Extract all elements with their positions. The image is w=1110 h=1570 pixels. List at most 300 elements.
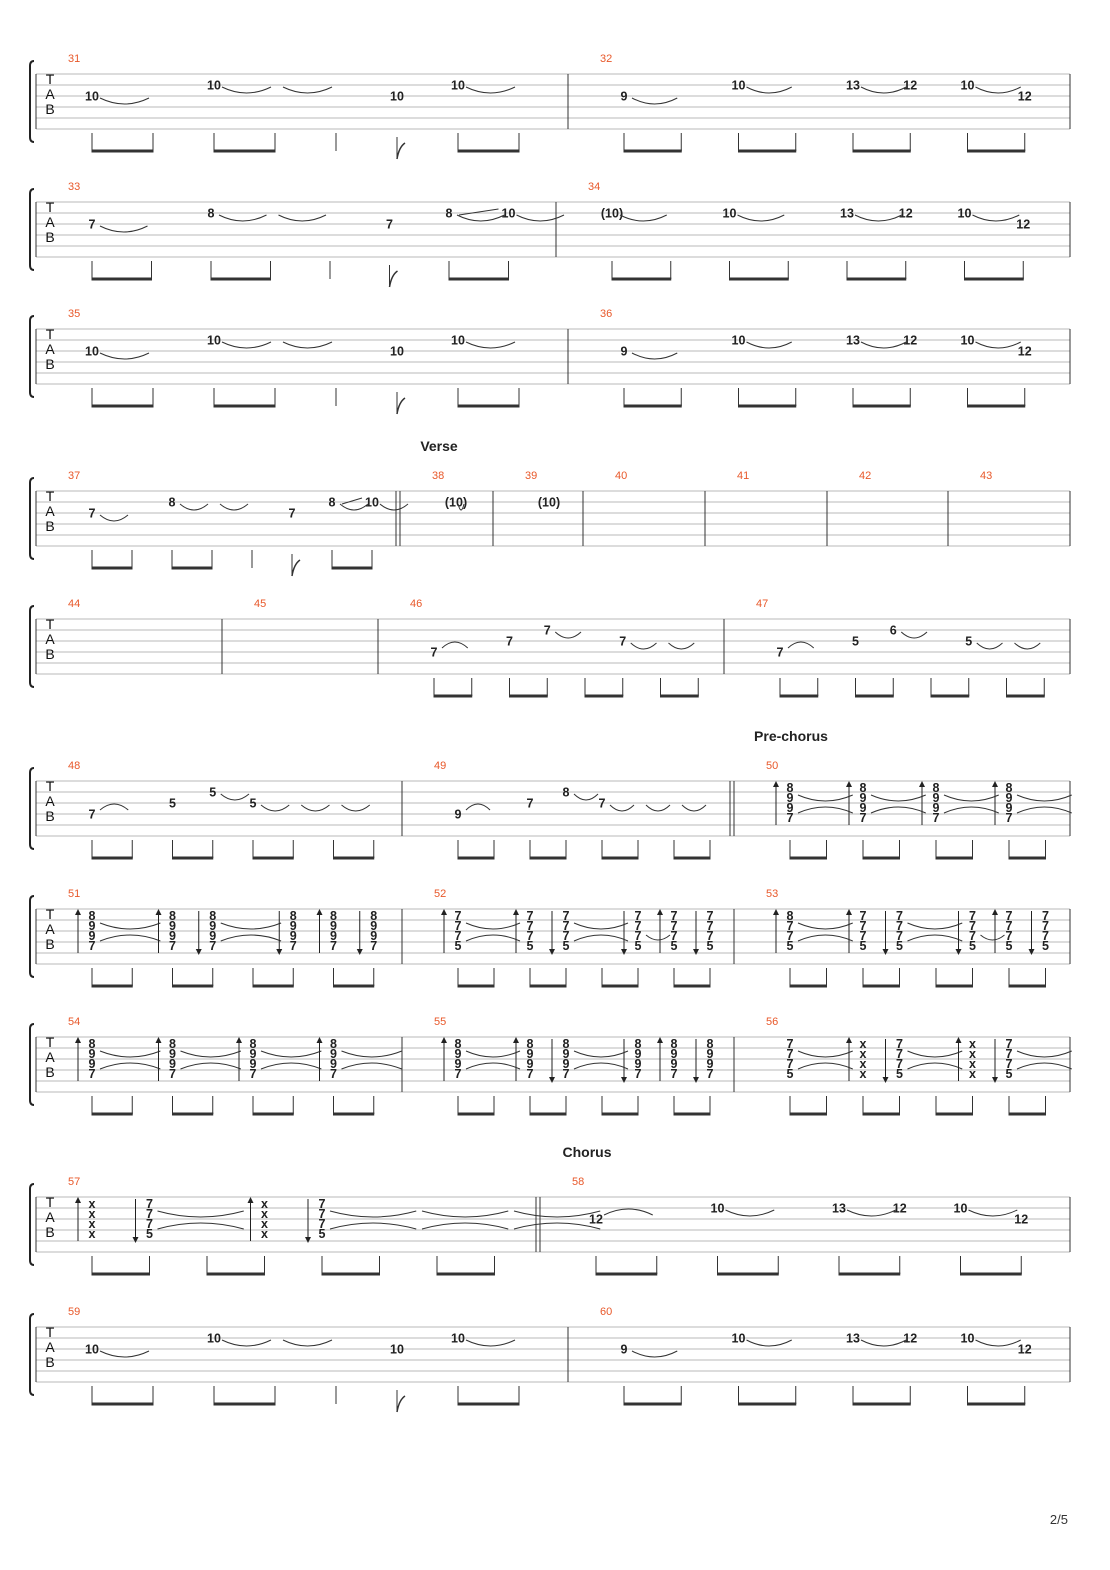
chord-tie (646, 935, 670, 940)
measure (68, 470, 408, 576)
measure-number: 48 (68, 760, 81, 772)
slide-line (459, 209, 499, 215)
chord-tie (221, 923, 281, 929)
measure-number: 33 (68, 181, 81, 193)
fret-number: 10 (365, 495, 379, 510)
fret-number: 9 (620, 1342, 628, 1357)
chord-fret: 8 (786, 909, 794, 923)
measure-number: 36 (600, 308, 613, 320)
fret-number: 12 (1017, 89, 1032, 104)
chord-fret: 8 (670, 1037, 678, 1051)
chord-fret: 7 (318, 1197, 326, 1211)
section-label: Pre-chorus (754, 728, 828, 744)
chord-fret: 9 (562, 1057, 570, 1071)
tab-clef-letter: B (45, 229, 55, 245)
chord-fret: 9 (932, 791, 940, 805)
strum-up-arrow (236, 1037, 242, 1043)
system-bracket (30, 1314, 34, 1395)
tab-system (30, 598, 1070, 696)
chord-fret: 9 (88, 1057, 96, 1071)
chord-tie (514, 1223, 600, 1229)
fret-number: 13 (846, 1331, 860, 1346)
fret-number: 12 (1017, 344, 1032, 359)
tab-clef-letter: B (45, 936, 55, 952)
tab-clef-letter: T (45, 616, 55, 632)
chord-fret: x (88, 1207, 96, 1221)
chord-fret: x (969, 1047, 976, 1061)
fret-number: 5 (249, 796, 257, 811)
tie-arc (747, 1340, 792, 1346)
chord-tie (981, 935, 1005, 940)
chord-fret: 7 (1042, 929, 1049, 943)
tab-clef-letter: A (45, 631, 55, 647)
measure-number: 31 (68, 53, 81, 65)
chord-tie (798, 807, 853, 813)
chord-tie (466, 1063, 520, 1069)
chord-fret: 7 (786, 919, 794, 933)
tab-system (30, 438, 1070, 576)
chord-tie (181, 1063, 241, 1069)
measure-number: 52 (434, 888, 447, 900)
chord-fret: 8 (859, 781, 867, 795)
tie-arc (100, 515, 128, 521)
fret-number: 10 (960, 1331, 975, 1346)
chord-fret: 8 (249, 1037, 257, 1051)
chord-fret: 9 (209, 919, 217, 933)
tab-clef-letter: A (45, 921, 55, 937)
chord-tie (908, 935, 963, 941)
measure (766, 760, 1072, 858)
strum-up-arrow (956, 1037, 962, 1043)
chord-fret: 7 (454, 919, 462, 933)
measure (68, 1016, 402, 1114)
slide-line (342, 498, 362, 504)
measure (600, 53, 1070, 151)
tab-clef-letter: A (45, 1339, 55, 1355)
fret-number: 10 (957, 206, 972, 221)
chord-fret: 7 (859, 909, 867, 923)
chord-fret: 7 (1005, 929, 1013, 943)
measure (588, 181, 1070, 279)
chord-fret: 9 (209, 929, 217, 943)
tie-arc (283, 1340, 332, 1346)
fret-number: 9 (620, 89, 628, 104)
chord-fret: 8 (706, 1037, 714, 1051)
chord-fret: 7 (1005, 811, 1013, 825)
strum-up-arrow (657, 1037, 663, 1043)
measure (572, 1176, 1070, 1274)
tab-clef-letter: A (45, 1209, 55, 1225)
chord-fret: 5 (786, 1067, 794, 1081)
fret-number: 7 (543, 623, 551, 638)
tie-arc (855, 215, 902, 221)
measure-number: 56 (766, 1016, 779, 1028)
strum-up-arrow (156, 1037, 162, 1043)
chord-tie (422, 1223, 508, 1229)
chord-fret: 7 (562, 909, 570, 923)
fret-number: 12 (898, 206, 913, 221)
chord-fret: 9 (634, 1047, 642, 1061)
tab-clef-letter: B (45, 518, 55, 534)
fret-number: 5 (169, 796, 176, 811)
measure (434, 1016, 734, 1114)
strum-down-arrow (549, 949, 555, 955)
tie-arc (342, 805, 370, 811)
chord-fret: 5 (526, 939, 534, 953)
fret-number: 7 (598, 796, 606, 811)
tie-arc (861, 87, 906, 93)
chord-tie (574, 923, 628, 929)
chord-fret: 7 (706, 919, 714, 933)
measure-number: 55 (434, 1016, 447, 1028)
measure-number: 57 (68, 1176, 81, 1188)
system-bracket (30, 61, 34, 142)
chord-fret: x (88, 1227, 96, 1241)
chord-fret: 8 (330, 909, 337, 923)
chord-fret: x (969, 1067, 976, 1081)
chord-fret: 7 (670, 919, 678, 933)
measure-number: 42 (859, 470, 872, 482)
chord-fret: 7 (169, 939, 176, 953)
tie-arc (861, 342, 906, 348)
chord-fret: x (969, 1057, 976, 1071)
chord-fret: 8 (88, 909, 96, 923)
tie-arc (901, 632, 927, 638)
chord-fret: 8 (562, 1037, 570, 1051)
fret-number: 12 (1014, 1212, 1029, 1227)
tab-clef-letter: T (45, 1034, 55, 1050)
tie-arc (301, 805, 329, 811)
fret-number: (10) (600, 206, 624, 221)
strum-up-arrow (75, 909, 81, 915)
tie-arc (976, 342, 1021, 348)
fret-number: 7 (430, 645, 438, 660)
chord-fret: 7 (859, 929, 867, 943)
tie-arc (100, 98, 149, 104)
chord-fret: 7 (706, 909, 714, 923)
strum-up-arrow (75, 1197, 81, 1203)
chord-fret: 5 (786, 939, 794, 953)
tie-arc (220, 504, 248, 510)
chord-fret: 7 (786, 1047, 794, 1061)
tie-arc (973, 215, 1020, 221)
chord-fret: 9 (932, 801, 940, 815)
chord-fret: 7 (896, 929, 903, 943)
chord-fret: 9 (330, 929, 337, 943)
fret-number: 7 (288, 506, 296, 521)
fret-number: 8 (168, 495, 176, 510)
chord-fret: 9 (169, 919, 176, 933)
tab-clef-letter: T (45, 1194, 55, 1210)
measure-number: 49 (434, 760, 447, 772)
measure (600, 308, 1070, 406)
fret-number: 5 (965, 634, 973, 649)
strum-up-arrow (317, 1037, 323, 1043)
chord-tie (798, 795, 853, 801)
measure-number: 41 (737, 470, 750, 482)
system-bracket (30, 768, 34, 849)
strum-up-arrow (846, 909, 852, 915)
chord-tie (908, 1051, 963, 1057)
tab-clef-letter: A (45, 793, 55, 809)
chord-fret: 8 (289, 909, 297, 923)
chord-fret: 7 (526, 919, 534, 933)
chord-tie (261, 1063, 321, 1069)
tab-system (30, 181, 1070, 287)
chord-fret: 8 (634, 1037, 642, 1051)
measure-number: 54 (68, 1016, 81, 1028)
tie-arc (604, 1209, 653, 1215)
fret-number: 10 (451, 78, 465, 93)
measure-number: 38 (432, 470, 445, 482)
chord-fret: 7 (859, 919, 867, 933)
chord-tie (158, 1211, 244, 1217)
strum-down-arrow (549, 1077, 555, 1083)
measure (756, 598, 1070, 696)
strum-down-arrow (276, 949, 282, 955)
tab-clef-letter: A (45, 86, 55, 102)
chord-fret: 7 (634, 929, 642, 943)
strum-up-arrow (441, 909, 447, 915)
chord-fret: 5 (318, 1227, 326, 1241)
tie-arc (442, 642, 468, 648)
fret-number: 12 (589, 1212, 603, 1227)
tie-arc (100, 804, 128, 810)
chord-fret: 5 (969, 939, 976, 953)
chord-fret: 7 (249, 1067, 257, 1081)
chord-fret: x (261, 1197, 268, 1211)
chord-fret: 9 (370, 929, 378, 943)
fret-number: 10 (960, 78, 975, 93)
chord-fret: 7 (526, 909, 534, 923)
chord-tie (342, 1051, 402, 1057)
fret-number: 10 (731, 1331, 746, 1346)
measure-number: 45 (254, 598, 267, 610)
chord-fret: 8 (209, 909, 217, 923)
chord-fret: 7 (969, 909, 976, 923)
fret-number: 13 (846, 78, 860, 93)
chord-fret: x (261, 1217, 268, 1231)
measure (68, 308, 568, 414)
chord-fret: 9 (88, 919, 96, 933)
chord-fret: 7 (670, 1067, 678, 1081)
chord-tie (1017, 807, 1072, 813)
chord-fret: 7 (634, 919, 642, 933)
chord-fret: 7 (330, 1067, 337, 1081)
tie-arc (738, 215, 785, 221)
chord-fret: 5 (896, 939, 903, 953)
chord-fret: 7 (896, 1047, 903, 1061)
chord-tie (1017, 1051, 1072, 1057)
chord-tie (908, 923, 963, 929)
strum-up-arrow (75, 1037, 81, 1043)
chord-tie (1017, 1063, 1072, 1069)
fret-number: 7 (88, 506, 96, 521)
chord-fret: x (859, 1067, 867, 1081)
chord-fret: 9 (706, 1047, 714, 1061)
strum-down-arrow (883, 1077, 889, 1083)
tab-clef-letter: T (45, 488, 55, 504)
tie-arc (222, 342, 271, 348)
measure-number: 34 (588, 181, 601, 193)
chord-fret: 7 (454, 909, 462, 923)
fret-number: 8 (445, 206, 453, 221)
chord-fret: 7 (670, 909, 678, 923)
chord-fret: 9 (859, 791, 867, 805)
fret-number: 7 (88, 807, 96, 822)
chord-fret: 7 (786, 929, 794, 943)
chord-fret: 9 (330, 919, 337, 933)
chord-fret: 7 (330, 939, 337, 953)
tie-arc (976, 1340, 1021, 1346)
chord-fret: 5 (634, 939, 642, 953)
chord-fret: 7 (1005, 909, 1013, 923)
tie-arc (340, 504, 368, 510)
chord-fret: 7 (1005, 1037, 1013, 1051)
chord-fret: 7 (1042, 909, 1049, 923)
fret-number: 10 (451, 333, 465, 348)
chord-fret: 5 (706, 939, 714, 953)
tie-arc (222, 1340, 271, 1346)
chord-fret: 5 (896, 1067, 903, 1081)
chord-fret: 5 (1005, 1067, 1013, 1081)
system-bracket (30, 606, 34, 687)
tie-arc (466, 1340, 515, 1346)
strum-down-arrow (1029, 949, 1035, 955)
strum-up-arrow (317, 909, 323, 915)
chord-fret: 9 (706, 1057, 714, 1071)
chord-tie (514, 1211, 600, 1217)
measure (68, 888, 402, 986)
chord-fret: 5 (859, 939, 867, 953)
tab-clef-letter: B (45, 808, 55, 824)
chord-tie (798, 923, 853, 929)
tie-arc (969, 1210, 1018, 1216)
chord-fret: 7 (896, 909, 903, 923)
chord-fret: 8 (370, 909, 378, 923)
fret-number: 9 (454, 807, 462, 822)
tie-arc (726, 1210, 775, 1216)
fret-number: 7 (526, 796, 534, 811)
tab-clef-letter: B (45, 101, 55, 117)
chord-fret: 7 (896, 1037, 903, 1051)
chord-tie (221, 935, 281, 941)
chord-fret: x (859, 1037, 867, 1051)
fret-number: 10 (960, 333, 975, 348)
chord-fret: x (261, 1227, 268, 1241)
chord-fret: 7 (670, 929, 678, 943)
chord-fret: 9 (454, 1057, 462, 1071)
chord-fret: 7 (786, 1037, 794, 1051)
tab-clef-letter: T (45, 71, 55, 87)
chord-fret: 9 (249, 1047, 257, 1061)
chord-fret: 7 (88, 939, 96, 953)
fret-number: 10 (731, 78, 746, 93)
system-bracket (30, 478, 34, 559)
eighth-flag (397, 398, 405, 414)
chord-tie (422, 1211, 508, 1217)
measure-number: 50 (766, 760, 779, 772)
chord-fret: 9 (526, 1047, 534, 1061)
fret-number: 5 (209, 785, 217, 800)
strum-down-arrow (621, 1077, 627, 1083)
chord-tie (1017, 795, 1072, 801)
fret-number: 7 (506, 634, 513, 649)
chord-fret: 7 (786, 811, 794, 825)
chord-fret: 8 (932, 781, 940, 795)
chord-fret: 9 (370, 919, 378, 933)
chord-tie (100, 1063, 160, 1069)
chord-fret: 9 (526, 1057, 534, 1071)
chord-tie (466, 1051, 520, 1057)
measure-number: 35 (68, 308, 81, 320)
chord-fret: x (261, 1207, 268, 1221)
eighth-flag (397, 143, 405, 159)
chord-tie (944, 807, 999, 813)
system-bracket (30, 316, 34, 397)
chord-fret: 9 (88, 929, 96, 943)
tie-arc (261, 805, 289, 811)
tie-arc (279, 215, 327, 221)
tab-system (30, 1306, 1070, 1412)
tie-arc (747, 87, 792, 93)
chord-fret: 8 (169, 909, 176, 923)
fret-number: 9 (620, 344, 628, 359)
measure (434, 888, 734, 986)
chord-fret: 7 (318, 1207, 326, 1221)
chord-tie (466, 935, 520, 941)
chord-fret: 7 (969, 919, 976, 933)
tie-arc (380, 504, 408, 510)
chord-fret: 8 (1005, 781, 1013, 795)
tab-clef-letter: B (45, 356, 55, 372)
fret-number: 10 (390, 344, 404, 359)
fret-number: 12 (1017, 1342, 1032, 1357)
chord-fret: 9 (670, 1047, 678, 1061)
chord-fret: 8 (169, 1037, 176, 1051)
fret-number: 12 (903, 78, 918, 93)
fret-number: 10 (953, 1201, 968, 1216)
tie-arc (610, 805, 634, 811)
measure-number: 32 (600, 53, 613, 65)
fret-number: 7 (88, 217, 96, 232)
chord-fret: x (969, 1037, 976, 1051)
tab-clef-letter: B (45, 646, 55, 662)
chord-fret: 7 (146, 1207, 153, 1221)
fret-number: 12 (903, 333, 918, 348)
measure (766, 1016, 1072, 1114)
chord-tie (342, 1063, 402, 1069)
section-label: Chorus (562, 1144, 612, 1160)
chord-fret: 9 (249, 1057, 257, 1071)
fret-number: 10 (722, 206, 737, 221)
chord-tie (574, 935, 628, 941)
tab-clef-letter: B (45, 1224, 55, 1240)
measure-number: 39 (525, 470, 538, 482)
tab-clef-letter: A (45, 1049, 55, 1065)
tie-arc (180, 504, 208, 510)
measure-number: 47 (756, 598, 769, 610)
chord-fret: 9 (169, 1047, 176, 1061)
strum-up-arrow (846, 781, 852, 787)
chord-fret: 8 (454, 1037, 462, 1051)
chord-tie (181, 1051, 241, 1057)
tie-arc (574, 794, 598, 800)
chord-fret: 7 (526, 1067, 534, 1081)
chord-fret: 7 (370, 939, 378, 953)
strum-down-arrow (693, 949, 699, 955)
tie-arc (847, 1210, 896, 1216)
